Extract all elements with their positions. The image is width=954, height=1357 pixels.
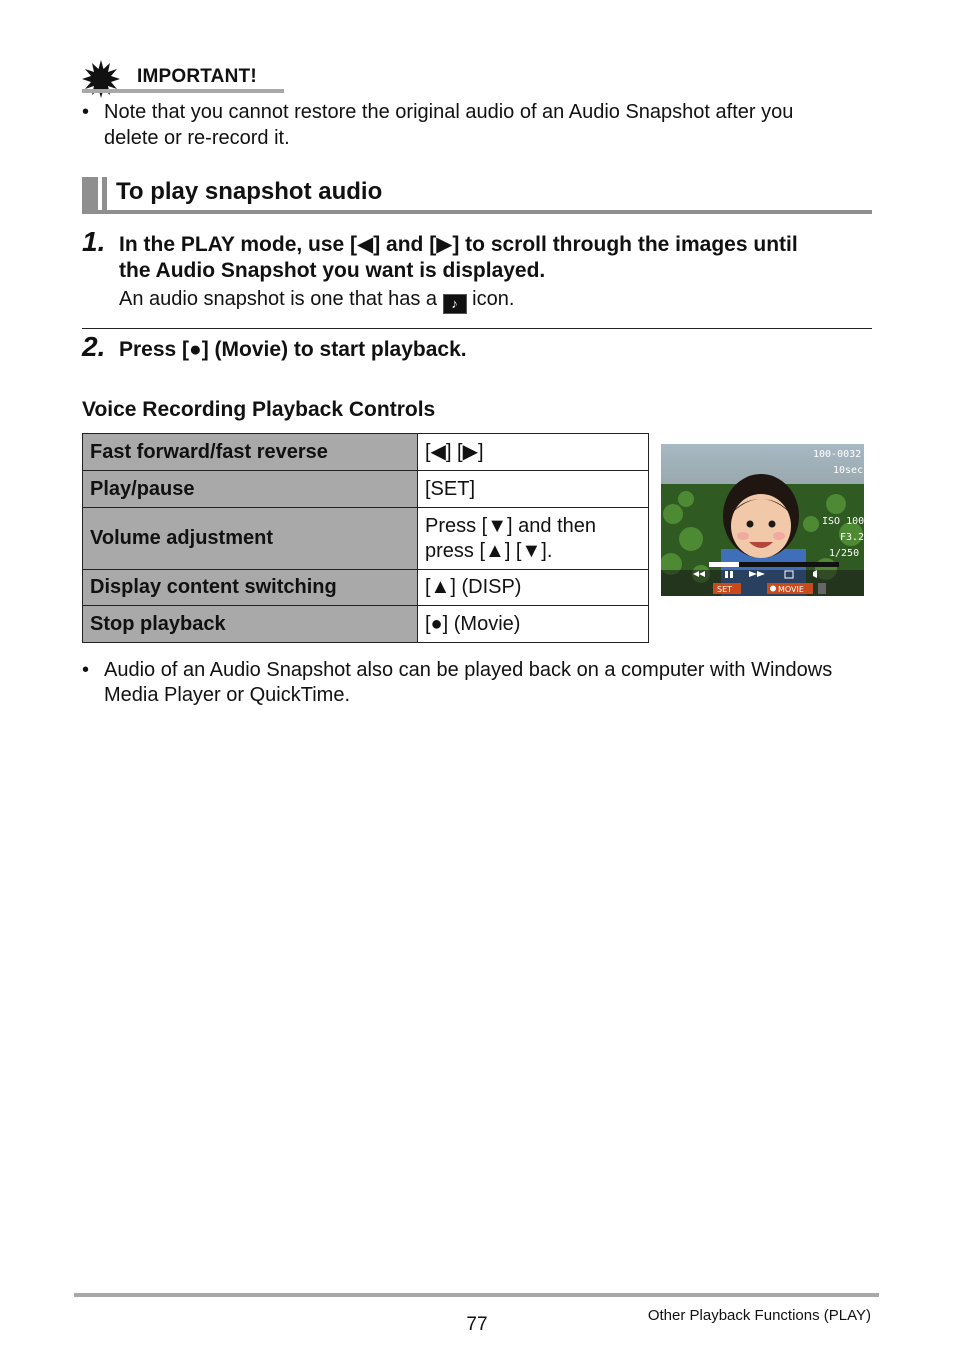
screen-aperture: F3.2 (840, 532, 864, 543)
control-keys: [▲] (DISP) (418, 570, 649, 606)
table-row (83, 471, 649, 508)
step-1-line1: In the PLAY mode, use [◀] and [▶] to scroll through the images until (119, 233, 798, 256)
control-keys: [◀] [▶] (418, 434, 649, 471)
table-row (83, 508, 649, 570)
bullet-dot: • (82, 101, 90, 123)
screen-movie-label: MOVIE (778, 585, 804, 594)
step-1-number: 1. (82, 226, 106, 257)
control-keys (418, 508, 649, 570)
audio-note-line1: Audio of an Audio Snapshot also can be played back on a computer with Windows (104, 659, 833, 681)
section-bar (82, 177, 98, 213)
step-1-note-suffix: icon. (472, 288, 515, 310)
table-row (83, 570, 649, 606)
table-row (83, 434, 649, 471)
important-bullet-line2: delete or re-record it. (104, 127, 290, 149)
important-label: IMPORTANT! (137, 66, 257, 87)
step-1-note (119, 288, 514, 314)
step-2-number: 2. (82, 331, 106, 362)
controls-table (82, 433, 649, 643)
screen-shutter: 1/250 (829, 548, 860, 559)
footer-rule (74, 1293, 879, 1297)
screen-duration: 10sec (833, 465, 864, 476)
screen-file-number: 100-0032 (813, 449, 862, 460)
section-title: To play snapshot audio (116, 178, 383, 205)
audio-snapshot-icon: ♪ (443, 294, 467, 314)
table-row (83, 606, 649, 643)
step-1-line2: the Audio Snapshot you want is displayed. (119, 259, 546, 282)
step-2-line1: Press [●] (Movie) to start playback. (119, 338, 467, 361)
important-bullet-line1: Note that you cannot restore the original audio of an Audio Snapshot after you (104, 101, 794, 123)
control-action: Display content switching (83, 570, 418, 606)
control-action: Volume adjustment (83, 508, 418, 570)
section-rule (82, 210, 872, 214)
step-divider (82, 328, 872, 329)
screen-iso: ISO 100 (822, 516, 864, 527)
screen-set-label: SET (717, 585, 733, 594)
controls-title: Voice Recording Playback Controls (82, 398, 436, 421)
bullet-dot: • (82, 659, 90, 681)
important-underline (82, 89, 284, 93)
control-action: Stop playback (83, 606, 418, 643)
page-number: 77 (466, 1314, 488, 1335)
audio-note-bullet (82, 657, 872, 711)
section-bar-thin (102, 177, 107, 213)
control-keys: [●] (Movie) (418, 606, 649, 643)
playback-screen-image (661, 444, 864, 596)
step-1-note-text: An audio snapshot is one that has a (119, 288, 438, 310)
control-keys: [SET] (418, 471, 649, 508)
audio-note-line2: Media Player or QuickTime. (104, 684, 350, 706)
control-keys-line1: Press [▼] and then (425, 514, 596, 537)
control-action: Fast forward/fast reverse (83, 434, 418, 471)
important-bullet (82, 99, 872, 153)
control-keys-line2: press [▲] [▼]. (425, 539, 553, 562)
footer-section-title: Other Playback Functions (PLAY) (647, 1307, 871, 1324)
control-action: Play/pause (83, 471, 418, 508)
